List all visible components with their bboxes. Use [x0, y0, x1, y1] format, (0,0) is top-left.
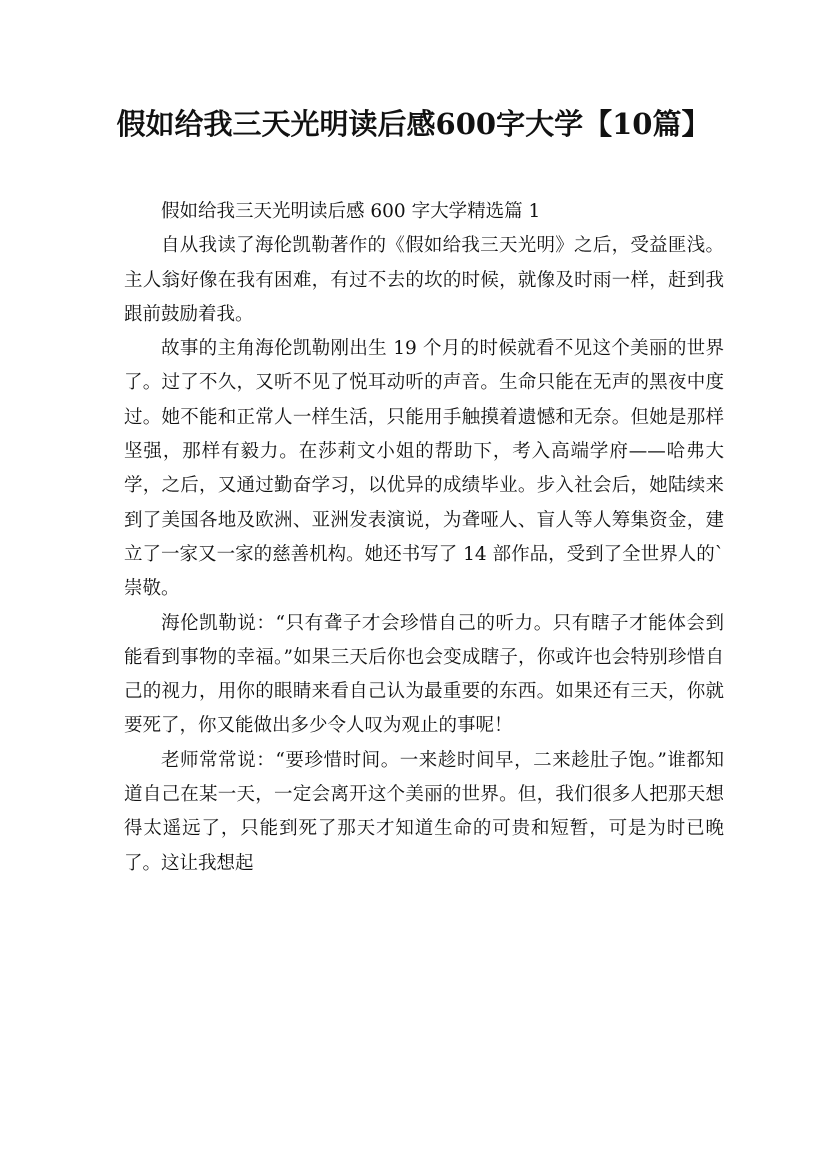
document-title: 假如给我三天光明读后感600字大学【10篇】	[116, 107, 711, 141]
paragraph-1: 自从我读了海伦凯勒著作的《假如给我三天光明》之后，受益匪浅。主人翁好像在我有困难，有过不去的坎的时候，就像及时雨一样，赶到我跟前鼓励着我。	[124, 235, 724, 325]
document-body	[124, 195, 724, 881]
section-heading: 假如给我三天光明读后感 600 字大学精选篇 1	[161, 201, 541, 222]
paragraph-4: 老师常常说：“要珍惜时间。一来趁时间早，二来趁肚子饱。”谁都知道自己在某一天，一定会离开这个美丽的世界。但，我们很多人把那天想得太遥远了，只能到死了那天才知道生命的可贵和短暂，可是为时已晚了。这让我想起	[124, 749, 724, 874]
paragraph-3: 海伦凯勒说：“只有聋子才会珍惜自己的听力。只有瞎子才能体会到能看到事物的幸福。”如果三天后你也会变成瞎子，你或许也会特别珍惜自己的视力，用你的眼睛来看自己认为最重要的东西。如果还有三天，你就要死了，你又能做出多少令人叹为观止的事呢！	[124, 612, 724, 737]
paragraph-2: 故事的主角海伦凯勒刚出生 19 个月的时候就看不见这个美丽的世界了。过了不久，又听不见了悦耳动听的声音。生命只能在无声的黑夜中度过。她不能和正常人一样生活，只能用手触摸着遗憾和无奈。但她是那样坚强，那样有毅力。在莎莉文小姐的帮助下，考入高端学府——哈弗大学，之后，又通过勤奋学习，以优异的成绩毕业。步入社会后，她陆续来到了美国各地及欧洲、亚洲发表演说，为聋哑人、盲人等人筹集资金，建立了一家又一家的慈善机构。她还书写了 14 部作品，受到了全世界人的`崇敬。	[124, 338, 724, 600]
